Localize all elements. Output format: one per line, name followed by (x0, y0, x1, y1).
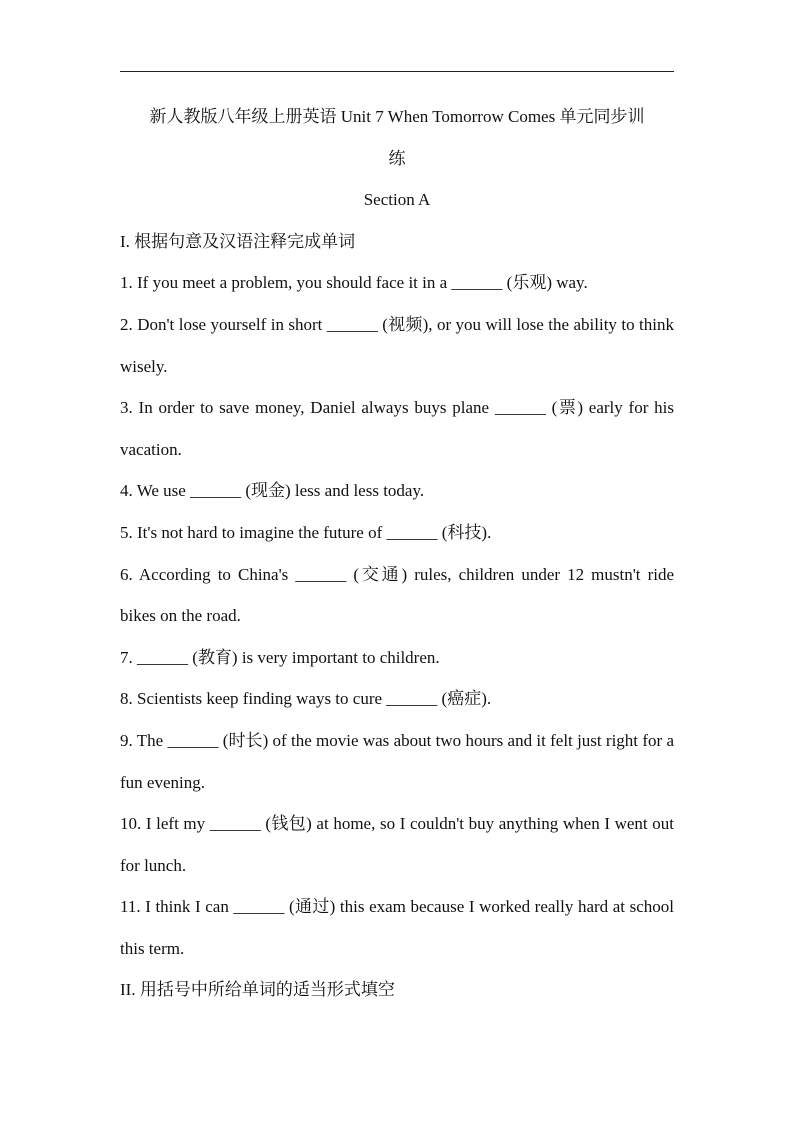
document-body (120, 96, 674, 1011)
question-4: 4. We use ______ (现金) less and less today. (120, 481, 425, 501)
question-9: 9. The ______ (时长) of the movie was about two hours and it felt just right for a fun evening. (120, 730, 674, 792)
question-7: 7. ______ (教育) is very important to children. (120, 647, 440, 667)
question-1: 1. If you meet a problem, you should face it in a ______ (乐观) way. (120, 273, 588, 293)
question-3: 3. In order to save money, Daniel always buys plane ______ (票) early for his vacation. (120, 398, 674, 459)
question-11: 11. I think I can ______ (通过) this exam because I worked really hard at school this term. (120, 897, 674, 958)
document-title-line-1: 新人教版八年级上册英语 Unit 7 When Tomorrow Comes 单元同步训 (149, 107, 645, 126)
question-8: 8. Scientists keep finding ways to cure ______ (癌症). (120, 689, 492, 709)
part-1-heading: I. 根据句意及汉语注释完成单词 (120, 231, 356, 251)
question-5: 5. It's not hard to imagine the future of ______ (科技). (120, 522, 492, 542)
header-rule (120, 71, 674, 72)
part-2-heading: II. 用括号中所给单词的适当形式填空 (120, 980, 395, 1000)
document-title-line-2: 练 (388, 148, 406, 168)
question-6: 6. According to China's ______ (交通) rules, children under 12 mustn't ride bikes on the road. (120, 564, 674, 626)
question-2: 2. Don't lose yourself in short ______ (视频), or you will lose the ability to think wisely. (120, 314, 674, 376)
section-label: Section A (363, 190, 431, 210)
question-10: 10. I left my ______ (钱包) at home, so I couldn't buy anything when I went out for lunch. (120, 814, 674, 875)
